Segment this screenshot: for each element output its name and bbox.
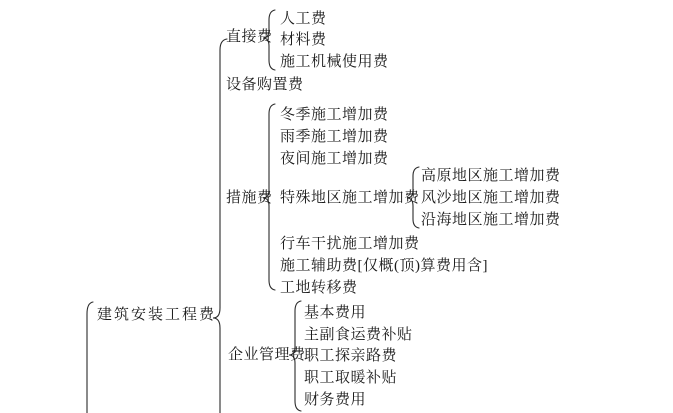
node-financial-cost: 财务费用 — [304, 392, 367, 408]
node-site-transfer-fee: 工地转移费 — [280, 280, 358, 296]
node-construction-auxiliary-fee: 施工辅助费[仅概(顶)算费用含] — [280, 258, 488, 274]
node-heating-subsidy: 职工取暖补贴 — [304, 370, 398, 386]
node-basic-cost: 基本费用 — [304, 305, 367, 321]
node-coastal-area-fee: 沿海地区施工增加费 — [421, 212, 561, 228]
node-winter-construction-fee: 冬季施工增加费 — [280, 107, 389, 123]
node-equipment-purchase-fee: 设备购置费 — [226, 77, 304, 93]
node-traffic-interference-fee: 行车干扰施工增加费 — [280, 236, 420, 252]
node-family-visit-travel-fee: 职工探亲路费 — [304, 348, 398, 364]
node-direct-fee: 直接费 — [226, 29, 273, 45]
node-measures-fee: 措施费 — [226, 190, 273, 206]
node-enterprise-management-fee: 企业管理费 — [228, 347, 306, 363]
node-night-construction-fee: 夜间施工增加费 — [280, 151, 389, 167]
brace-root-partial — [87, 302, 93, 413]
node-special-area-fee: 特殊地区施工增加费 — [280, 190, 420, 206]
node-machinery-use-fee: 施工机械使用费 — [280, 54, 389, 70]
node-rainy-season-fee: 雨季施工增加费 — [280, 129, 389, 145]
node-food-transport-subsidy: 主副食运费补贴 — [304, 327, 413, 343]
node-construction-installation-fee: 建筑安装工程费 — [97, 307, 217, 323]
node-labor-fee: 人工费 — [280, 11, 327, 27]
node-material-fee: 材料费 — [280, 32, 327, 48]
brace-construction-installation — [213, 39, 227, 413]
node-plateau-area-fee: 高原地区施工增加费 — [421, 168, 561, 184]
node-windsand-area-fee: 风沙地区施工增加费 — [421, 190, 561, 206]
